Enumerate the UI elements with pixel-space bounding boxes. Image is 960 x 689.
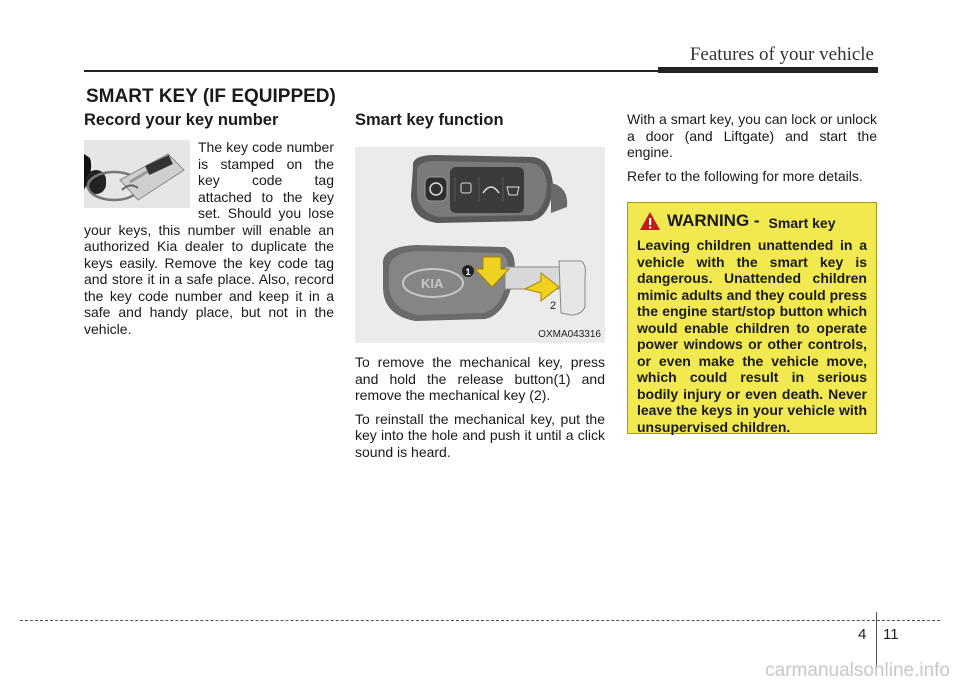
reinstall-key-text: To reinstall the mechanical key, put the key into the hole and push it until a click sound is heard. xyxy=(355,410,605,460)
figure-caption: OXMA043316 xyxy=(538,329,601,340)
watermark: carmanualsonline.info xyxy=(765,660,950,681)
callout-1: 1 xyxy=(465,267,471,277)
callout-2: 2 xyxy=(550,300,557,312)
key-number-body: The key code number is stamped on the key code tag attached to the key set. Should you lose your keys, this number will enable an authorized Kia dealer to duplicate the keys easily. Remove the key code tag and store it in a safe place. Also, record the key code number and keep it in a safe and handy place, but not in the vehicle. xyxy=(84,139,334,337)
warning-triangle-icon xyxy=(639,211,661,231)
header-rule-accent xyxy=(658,67,878,73)
column-key-number xyxy=(84,111,334,344)
footer-rule xyxy=(20,620,940,621)
column-intro-warning xyxy=(627,111,877,434)
warning-header xyxy=(639,211,867,231)
heading-smart-key-function: Smart key function xyxy=(355,111,504,129)
page-number: 11 xyxy=(883,626,899,643)
warning-box xyxy=(627,202,877,434)
refer-details-text: Refer to the following for more details. xyxy=(627,167,863,184)
chapter-number: 4 xyxy=(858,626,867,643)
warning-body: Leaving children unattended in a vehicle with the smart key is dangerous. Unattended children mimic adults and they could press the engine start/stop button which would enable children to operate power windows or other controls, or even make the vehicle move, which could result in serious bodily injury or even death. Never leave the keys in your vehicle with unsupervised children. xyxy=(637,237,867,435)
column-smart-key-function xyxy=(355,111,605,467)
warning-title: WARNING - xyxy=(667,211,760,230)
remove-key-text: To remove the mechanical key, press and hold the release button(1) and remove the mechanical key (2). xyxy=(355,354,605,403)
warning-subtitle: Smart key xyxy=(768,215,836,231)
key-code-tag-image xyxy=(84,140,190,208)
header-title: Features of your vehicle xyxy=(689,44,874,65)
smart-key-figure xyxy=(355,147,605,343)
heading-record-key-number: Record your key number xyxy=(84,111,279,129)
smart-key-intro: With a smart key, you can lock or unlock a door (and Liftgate) and start the engine. xyxy=(627,111,877,160)
svg-text:KIA: KIA xyxy=(421,276,444,291)
section-title: SMART KEY (IF EQUIPPED) xyxy=(86,86,336,107)
